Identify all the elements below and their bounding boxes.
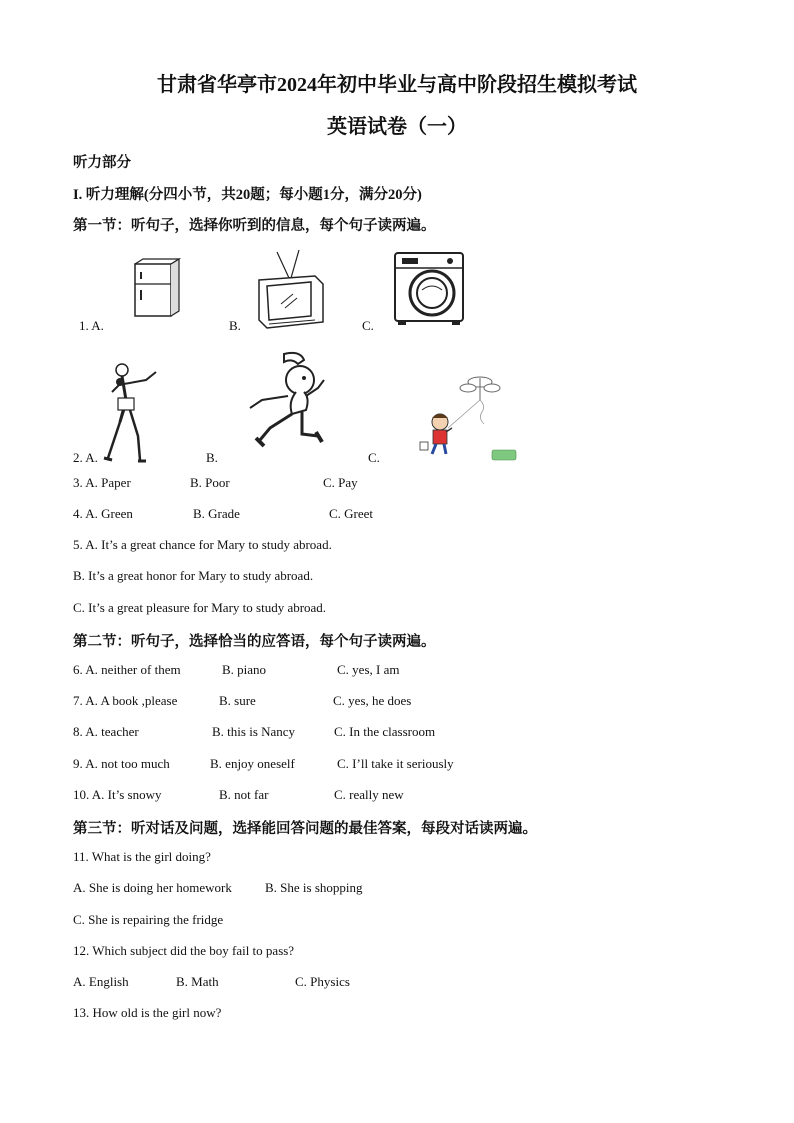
q6-option-b[interactable]: B. piano (222, 662, 267, 677)
q10-option-a[interactable]: 10. A. It’s snowy (73, 787, 162, 802)
q5-option-b[interactable]: B. It’s a great honor for Mary to study abroad. (73, 568, 314, 583)
q4-option-c[interactable]: C. Greet (329, 506, 374, 521)
q6-option-c[interactable]: C. yes, I am (337, 662, 400, 677)
q8-option-b[interactable]: B. this is Nancy (212, 724, 296, 739)
q12-question: 12. Which subject did the boy fail to pass? (73, 943, 295, 958)
q13-question: 13. How old is the girl now? (73, 1005, 222, 1020)
q10-option-b[interactable]: B. not far (219, 787, 269, 802)
q1-number: 1. (79, 318, 89, 333)
section-i-heading: I. 听力理解(分四小节，共20题；每小题1分，满分20分) (73, 187, 422, 203)
q11-option-b[interactable]: B. She is shopping (265, 880, 363, 895)
page-subtitle: 英语试卷（一） (327, 116, 467, 138)
q1-option-b[interactable]: B. (229, 318, 241, 333)
q5-option-c[interactable]: C. It’s a great pleasure for Mary to study abroad. (73, 600, 327, 615)
q1-option-a[interactable]: A. (91, 318, 104, 333)
long-jump-boy-icon (244, 350, 330, 460)
q7-option-a[interactable]: 7. A. A book ,please (73, 693, 178, 708)
q1-option-c[interactable]: C. (362, 318, 374, 333)
television-icon (255, 248, 327, 332)
q9-option-b[interactable]: B. enjoy oneself (210, 756, 295, 771)
q7-option-c[interactable]: C. yes, he does (333, 693, 412, 708)
section-2-heading: 第二节：听句子，选择恰当的应答语，每个句子读两遍。 (73, 634, 436, 650)
q11-option-c[interactable]: C. She is repairing the fridge (73, 912, 224, 927)
q5-option-a[interactable]: 5. A. It’s a great chance for Mary to study abroad. (73, 537, 332, 552)
q6-option-a[interactable]: 6. A. neither of them (73, 662, 181, 677)
q11-option-a[interactable]: A. She is doing her homework (73, 880, 232, 895)
part-heading: 听力部分 (73, 155, 131, 171)
refrigerator-icon (133, 258, 181, 318)
page-title: 甘肃省华亭市2024年初中毕业与高中阶段招生模拟考试 (157, 74, 637, 96)
q3-option-c[interactable]: C. Pay (323, 475, 358, 490)
q2-option-a[interactable]: A. (85, 450, 98, 465)
q9-option-a[interactable]: 9. A. not too much (73, 756, 170, 771)
q10-option-c[interactable]: C. really new (334, 787, 404, 802)
q9-option-c[interactable]: C. I’ll take it seriously (337, 756, 454, 771)
q4-option-a[interactable]: 4. A. Green (73, 506, 133, 521)
q8-option-c[interactable]: C. In the classroom (334, 724, 436, 739)
q4-option-b[interactable]: B. Grade (193, 506, 240, 521)
q2-option-c[interactable]: C. (368, 450, 380, 465)
q11-question: 11. What is the girl doing? (73, 849, 211, 864)
q3-option-b[interactable]: B. Poor (190, 475, 230, 490)
q2-option-b[interactable]: B. (206, 450, 218, 465)
q12-option-b[interactable]: B. Math (176, 974, 219, 989)
q3-option-a[interactable]: 3. A. Paper (73, 475, 131, 490)
q2-number: 2. (73, 450, 83, 465)
q12-option-a[interactable]: A. English (73, 974, 129, 989)
q7-option-b[interactable]: B. sure (219, 693, 256, 708)
section-3-heading: 第三节：听对话及问题，选择能回答问题的最佳答案，每段对话读两遍。 (73, 821, 537, 837)
kite-flying-boy-icon (412, 374, 522, 464)
q12-option-c[interactable]: C. Physics (295, 974, 350, 989)
section-1-heading: 第一节：听句子，选择你听到的信息，每个句子读两遍。 (73, 218, 436, 234)
q8-option-a[interactable]: 8. A. teacher (73, 724, 139, 739)
washing-machine-icon (392, 250, 466, 326)
shot-put-athlete-icon (100, 360, 160, 464)
